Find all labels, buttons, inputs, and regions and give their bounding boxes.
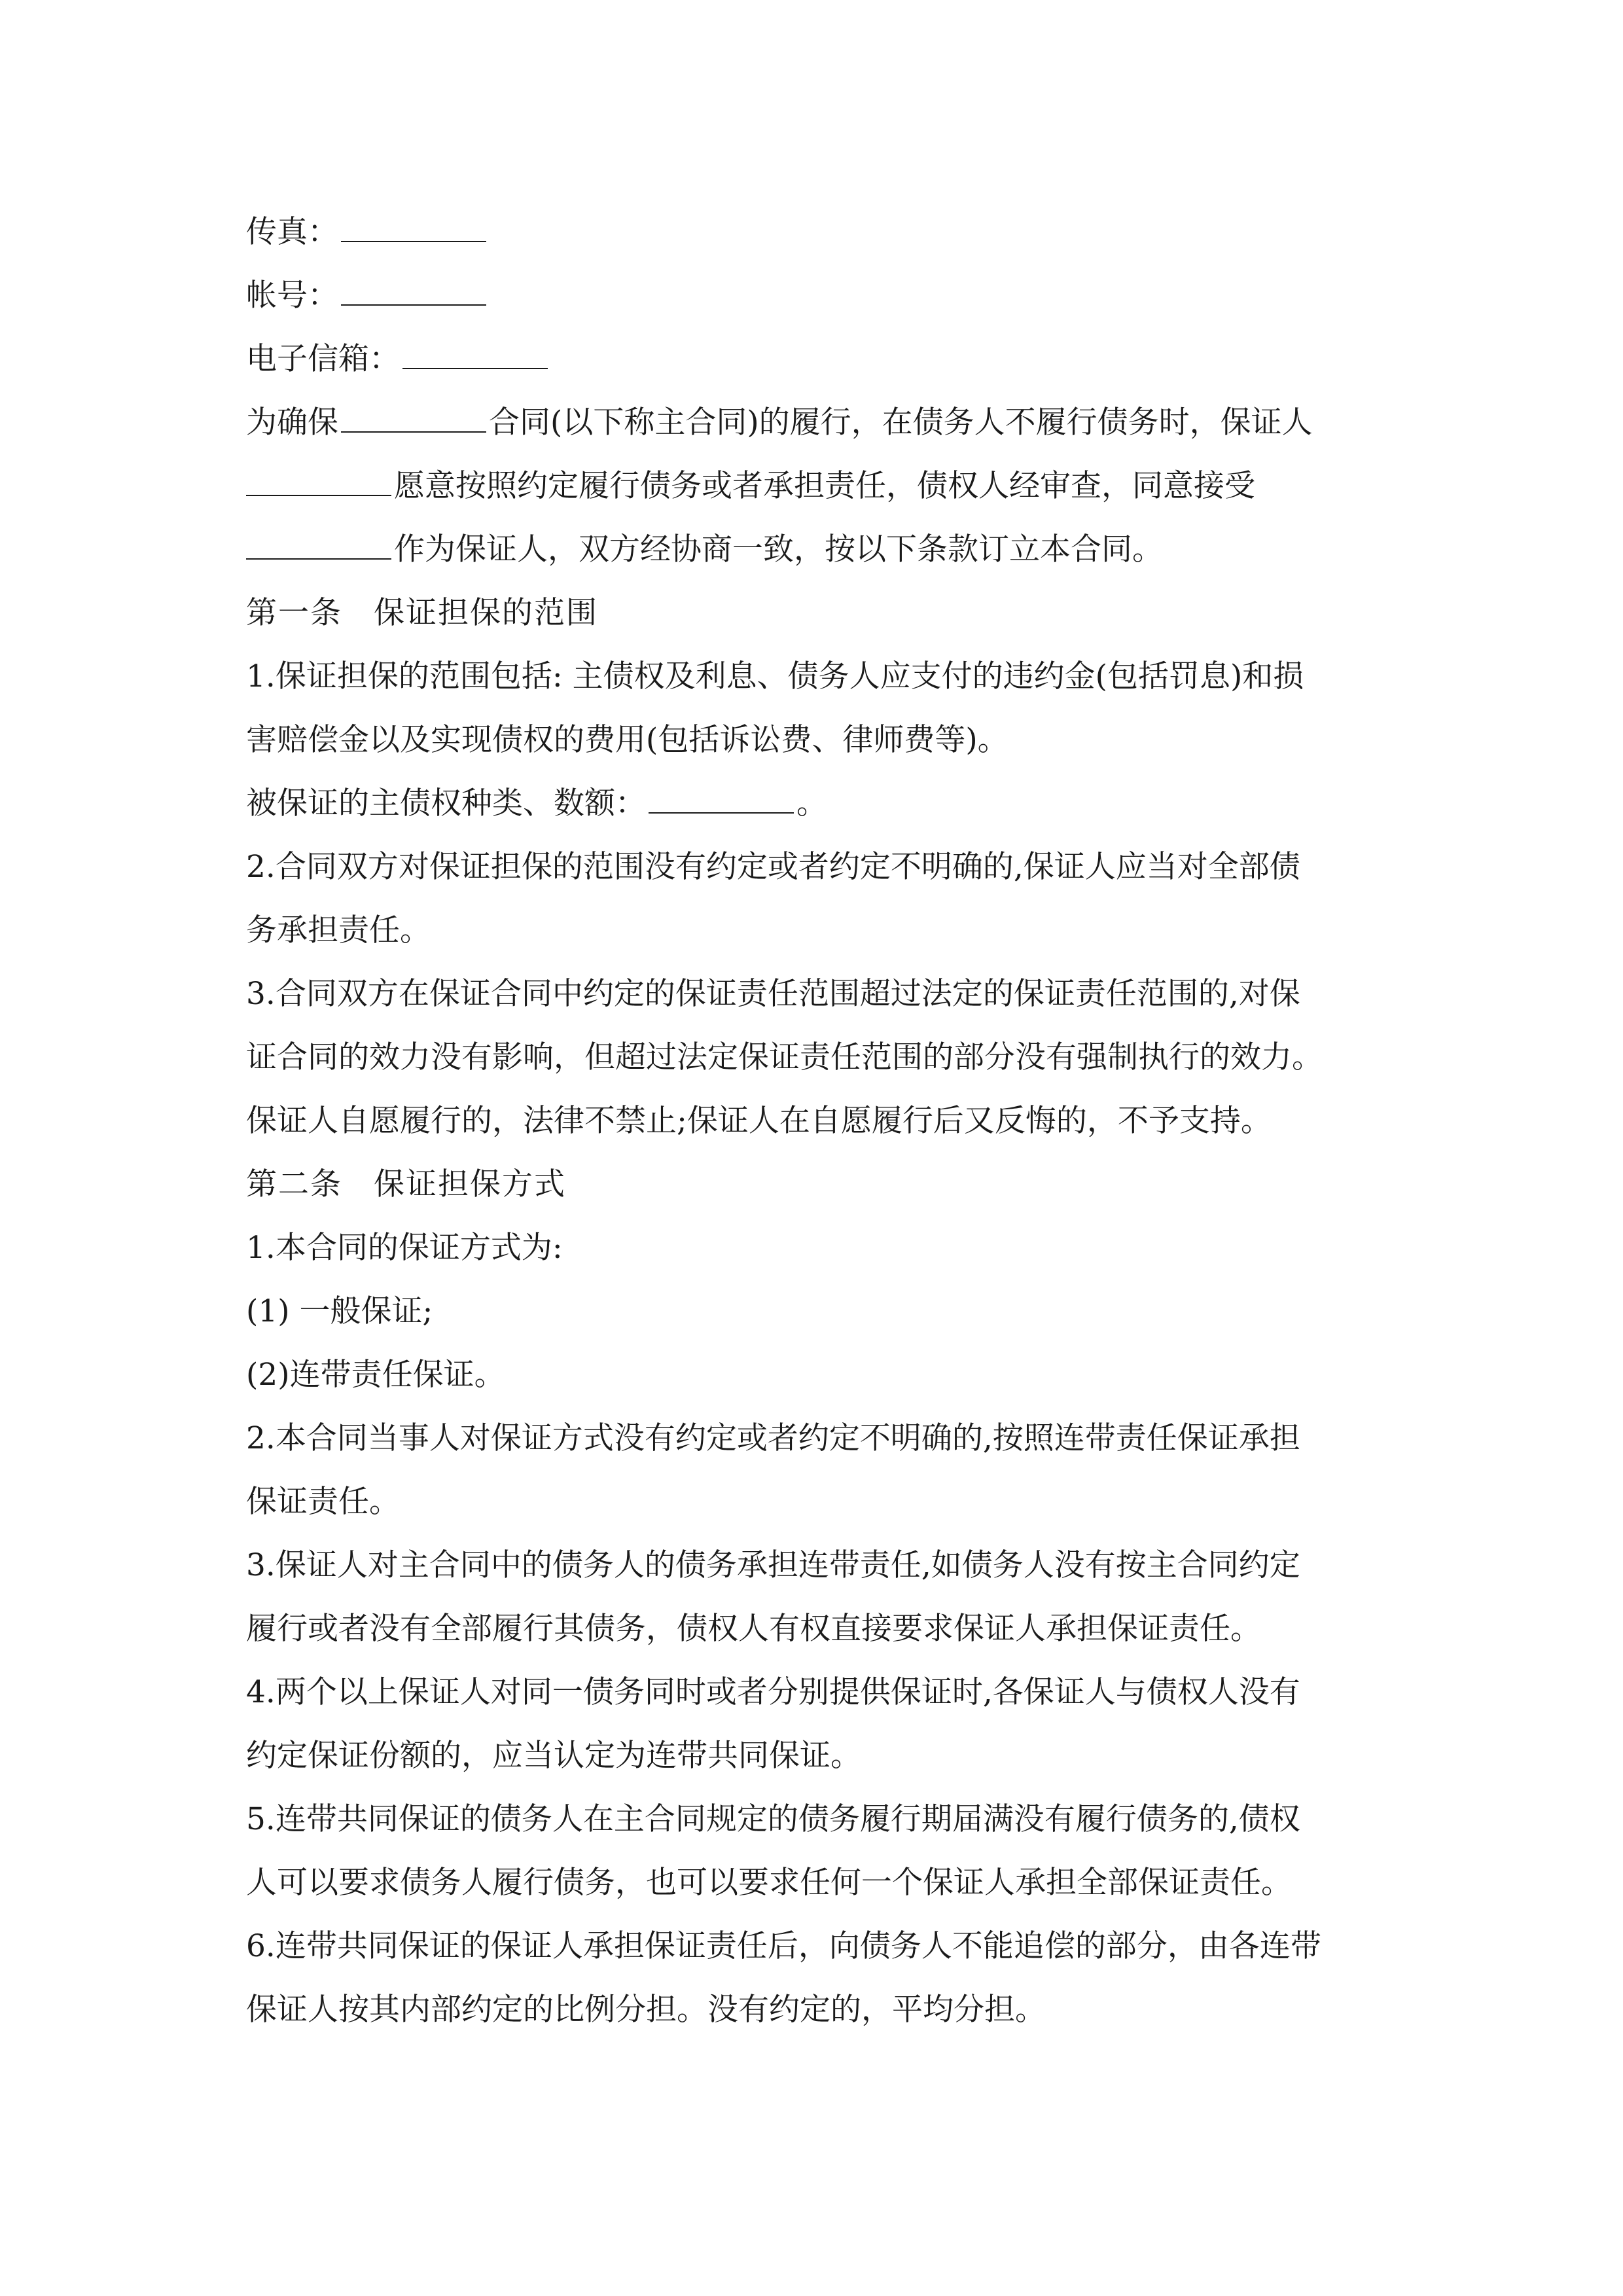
intro-text: 合同(以下称主合同)的履行，在债务人不履行债务时，保证人	[489, 404, 1313, 440]
email-line	[246, 327, 1398, 391]
paragraph-line: 人可以要求债务人履行债务，也可以要求任何一个保证人承担全部保证责任。	[246, 1865, 1292, 1901]
paragraph-line: 2.合同双方对保证担保的范围没有约定或者约定不明确的,保证人应当对全部债	[246, 849, 1300, 885]
paragraph-line: 1.保证担保的范围包括: 主债权及利息、债务人应支付的违约金(包括罚息)和损	[246, 658, 1304, 694]
fax-label: 传真：	[246, 214, 338, 250]
debt-type-line	[246, 772, 1398, 835]
paragraph-line: 保证人自愿履行的，法律不禁止;保证人在自愿履行后又反悔的，不予支持。	[246, 1103, 1272, 1139]
intro-line-3	[246, 518, 1398, 581]
paragraph-line: 1.本合同的保证方式为:	[246, 1230, 563, 1266]
fax-line	[246, 200, 1398, 264]
paragraph-line: 保证人按其内部约定的比例分担。没有约定的，平均分担。	[246, 1992, 1046, 2028]
article-number: 第一条	[246, 595, 342, 631]
account-blank	[341, 278, 486, 306]
account-label: 帐号：	[246, 278, 338, 314]
email-label: 电子信箱：	[246, 341, 400, 377]
article-1-heading	[246, 581, 1398, 645]
fax-blank	[341, 215, 486, 242]
paragraph-line: 约定保证份额的，应当认定为连带共同保证。	[246, 1738, 861, 1774]
paragraph-line: 害赔偿金以及实现债权的费用(包括诉讼费、律师费等)。	[246, 722, 1008, 758]
article-number: 第二条	[246, 1166, 342, 1202]
paragraph-line: 保证责任。	[246, 1484, 400, 1520]
period: 。	[796, 785, 827, 821]
debt-type-label: 被保证的主债权种类、数额：	[246, 785, 646, 821]
paragraph-line: 3.保证人对主合同中的债务人的债务承担连带责任,如债务人没有按主合同约定	[246, 1547, 1300, 1583]
guarantor-blank	[246, 469, 391, 496]
paragraph-line: 证合同的效力没有影响，但超过法定保证责任范围的部分没有强制执行的效力。	[246, 1039, 1323, 1075]
article-title: 保证担保方式	[374, 1166, 566, 1202]
guarantor-blank-2	[246, 532, 391, 560]
account-line	[246, 264, 1398, 327]
contract-name-blank	[341, 405, 486, 433]
intro-text: 愿意按照约定履行债务或者承担责任，债权人经审查，同意接受	[394, 468, 1255, 504]
intro-text: 为确保	[246, 404, 338, 440]
article-2-heading	[246, 1153, 1398, 1216]
option-general-guarantee: (1) 一般保证;	[246, 1293, 433, 1329]
paragraph-line: 6.连带共同保证的保证人承担保证责任后，向债务人不能追偿的部分，由各连带	[246, 1928, 1321, 1964]
article-title: 保证担保的范围	[374, 595, 598, 631]
paragraph-line: 5.连带共同保证的债务人在主合同规定的债务履行期届满没有履行债务的,债权	[246, 1801, 1300, 1837]
email-blank	[402, 342, 548, 369]
intro-line-1	[246, 391, 1398, 454]
paragraph-line: 履行或者没有全部履行其债务，债权人有权直接要求保证人承担保证责任。	[246, 1611, 1261, 1647]
intro-text: 作为保证人，双方经协商一致，按以下条款订立本合同。	[394, 531, 1163, 567]
document-body	[246, 200, 1398, 2041]
paragraph-line: 3.合同双方在保证合同中约定的保证责任范围超过法定的保证责任范围的,对保	[246, 976, 1300, 1012]
paragraph-line: 4.两个以上保证人对同一债务同时或者分别提供保证时,各保证人与债权人没有	[246, 1674, 1300, 1710]
paragraph-line: 务承担责任。	[246, 912, 431, 948]
debt-type-blank	[649, 786, 794, 814]
option-joint-guarantee: (2)连带责任保证。	[246, 1357, 505, 1393]
paragraph-line: 2.本合同当事人对保证方式没有约定或者约定不明确的,按照连带责任保证承担	[246, 1420, 1300, 1456]
intro-line-2	[246, 454, 1398, 518]
